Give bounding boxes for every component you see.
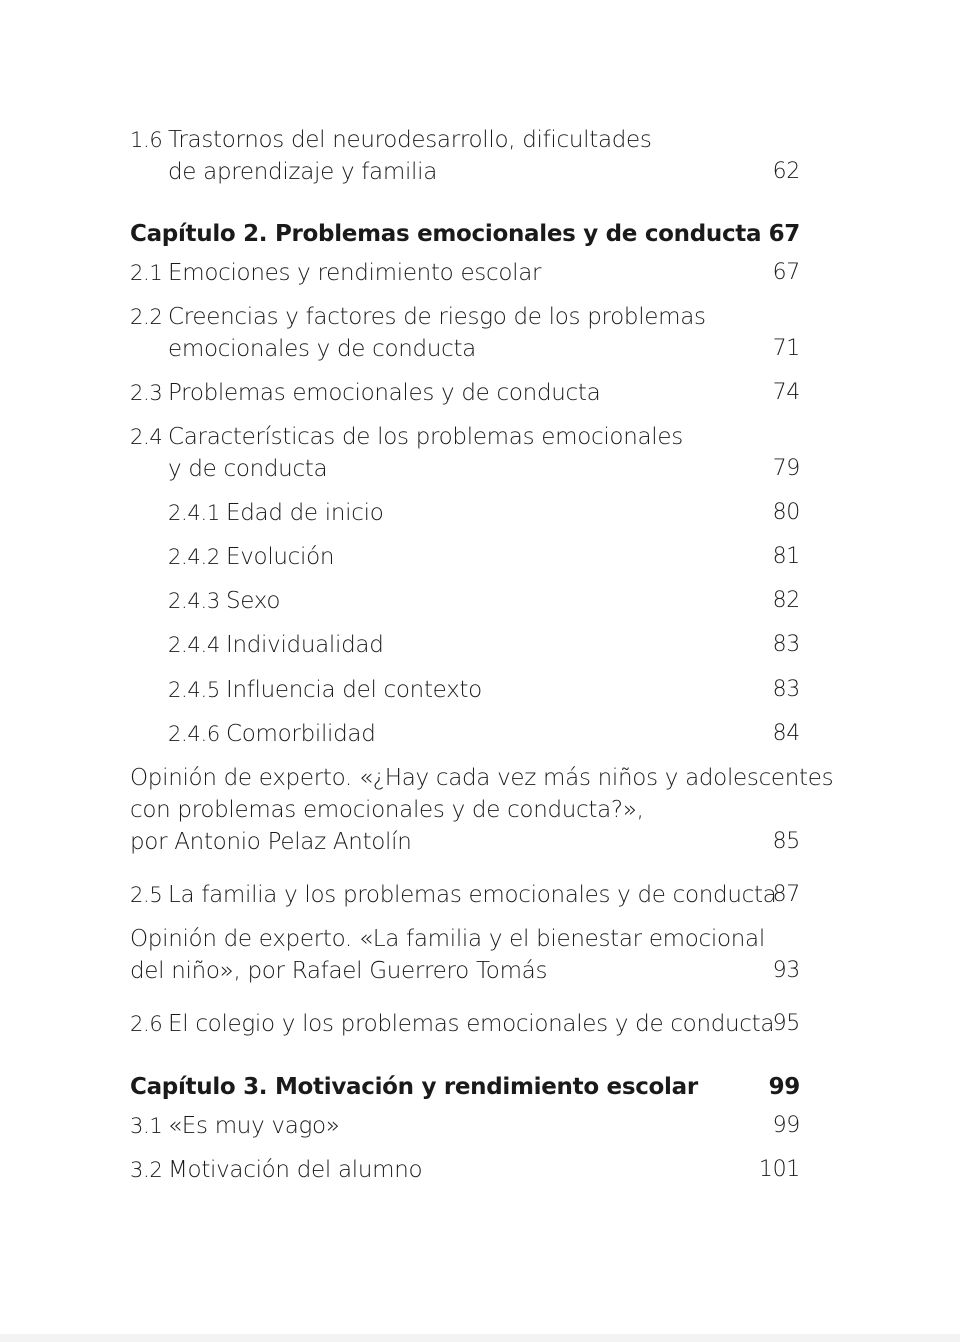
section-title-line: emocionales y de conducta [168,336,476,362]
essay-title-line: del niño», por Rafael Guerrero Tomás [130,958,548,984]
section-title-line: Creencias y factores de riesgo de los problemas [168,304,706,330]
page-number: 99 [768,1074,800,1100]
page-number: 79 [772,456,800,481]
section-title-line: La familia y los problemas emocionales y de conducta [168,882,777,908]
section-title-line: de aprendizaje y familia [168,159,438,185]
section-title-line: Influencia del contexto [226,677,482,703]
toc-entry-2-5 [130,879,800,911]
toc-entry-2-1 [130,257,800,289]
essay-title-line: por Antonio Pelaz Antolín [130,829,412,855]
toc-entry-2-4-6 [130,718,800,750]
section-number: 2.4.4 [168,633,220,657]
section-title-line: Emociones y rendimiento escolar [168,260,542,286]
toc-entry-1-6 [130,124,800,188]
section-number: 2.3 [130,381,163,405]
section-title-line: Edad de inicio [226,500,384,526]
essay-title-line: Opinión de experto. «La familia y el bienestar emocional [130,926,765,952]
toc-entry-3-1 [130,1110,800,1142]
section-title-line: Características de los problemas emocionales [168,424,683,450]
page-number: 71 [772,336,800,361]
page-number: 83 [772,632,800,657]
toc-entry-2-4-1 [130,497,800,529]
page-number: 74 [772,380,800,405]
page-number: 85 [772,829,800,854]
section-number: 2.2 [130,305,163,329]
page-number: 82 [772,588,800,613]
toc-entry-2-3 [130,377,800,409]
essay-title-line: con problemas emocionales y de conducta?», [130,797,644,823]
toc-chapter-2 [130,218,800,250]
chapter-title: Capítulo 3. Motivación y rendimiento escolar [130,1074,698,1100]
page-number: 62 [772,159,800,184]
page-number: 95 [772,1011,800,1036]
section-title-line: y de conducta [168,456,328,482]
toc-entry-2-4 [130,421,800,485]
page-number: 84 [772,721,800,746]
section-title-line: El colegio y los problemas emocionales y de conducta [168,1011,775,1037]
toc-entry-2-4-4 [130,629,800,661]
section-title-line: Trastornos del neurodesarrollo, dificultades [168,127,652,153]
section-title-line: Problemas emocionales y de conducta [168,380,601,406]
section-title-line: Evolución [226,544,335,570]
section-title-line: Motivación del alumno [168,1157,423,1183]
toc-entry-2-4-2 [130,541,800,573]
section-number: 1.6 [130,128,163,152]
section-number: 2.1 [130,261,163,285]
section-title-line: «Es muy vago» [168,1113,340,1139]
toc-entry-2-6 [130,1008,800,1040]
section-title-line: Comorbilidad [226,721,376,747]
section-number: 2.5 [130,883,163,907]
toc-chapter-3 [130,1071,800,1103]
page-number: 101 [758,1157,800,1182]
page-bottom-edge [0,1334,960,1342]
page-number: 83 [772,677,800,702]
section-number: 2.4 [130,425,163,449]
section-title-line: Individualidad [226,632,384,658]
section-number: 2.4.5 [168,678,220,702]
page-number: 67 [772,260,800,285]
page-number: 80 [772,500,800,525]
section-number: 2.4.6 [168,722,220,746]
section-number: 2.6 [130,1012,163,1036]
section-number: 2.4.1 [168,501,220,525]
chapter-title: Capítulo 2. Problemas emocionales y de conducta [130,221,762,247]
page-number: 81 [772,544,800,569]
toc-entry-2-4-3 [130,585,800,617]
page-number: 93 [772,958,800,983]
section-title-line: Sexo [226,588,281,614]
section-number: 3.1 [130,1114,163,1138]
section-number: 2.4.3 [168,589,220,613]
toc-entry-2-2 [130,301,800,365]
toc-entry-3-2 [130,1154,800,1186]
page-number: 67 [768,221,800,247]
page-number: 87 [772,882,800,907]
section-number: 3.2 [130,1158,163,1182]
page-number: 99 [772,1113,800,1138]
toc-expert-opinion-1 [130,762,834,858]
toc-expert-opinion-2 [130,923,800,987]
section-number: 2.4.2 [168,545,220,569]
essay-title-line: Opinión de experto. «¿Hay cada vez más niños y adolescentes [130,765,834,791]
toc-entry-2-4-5 [130,674,800,706]
